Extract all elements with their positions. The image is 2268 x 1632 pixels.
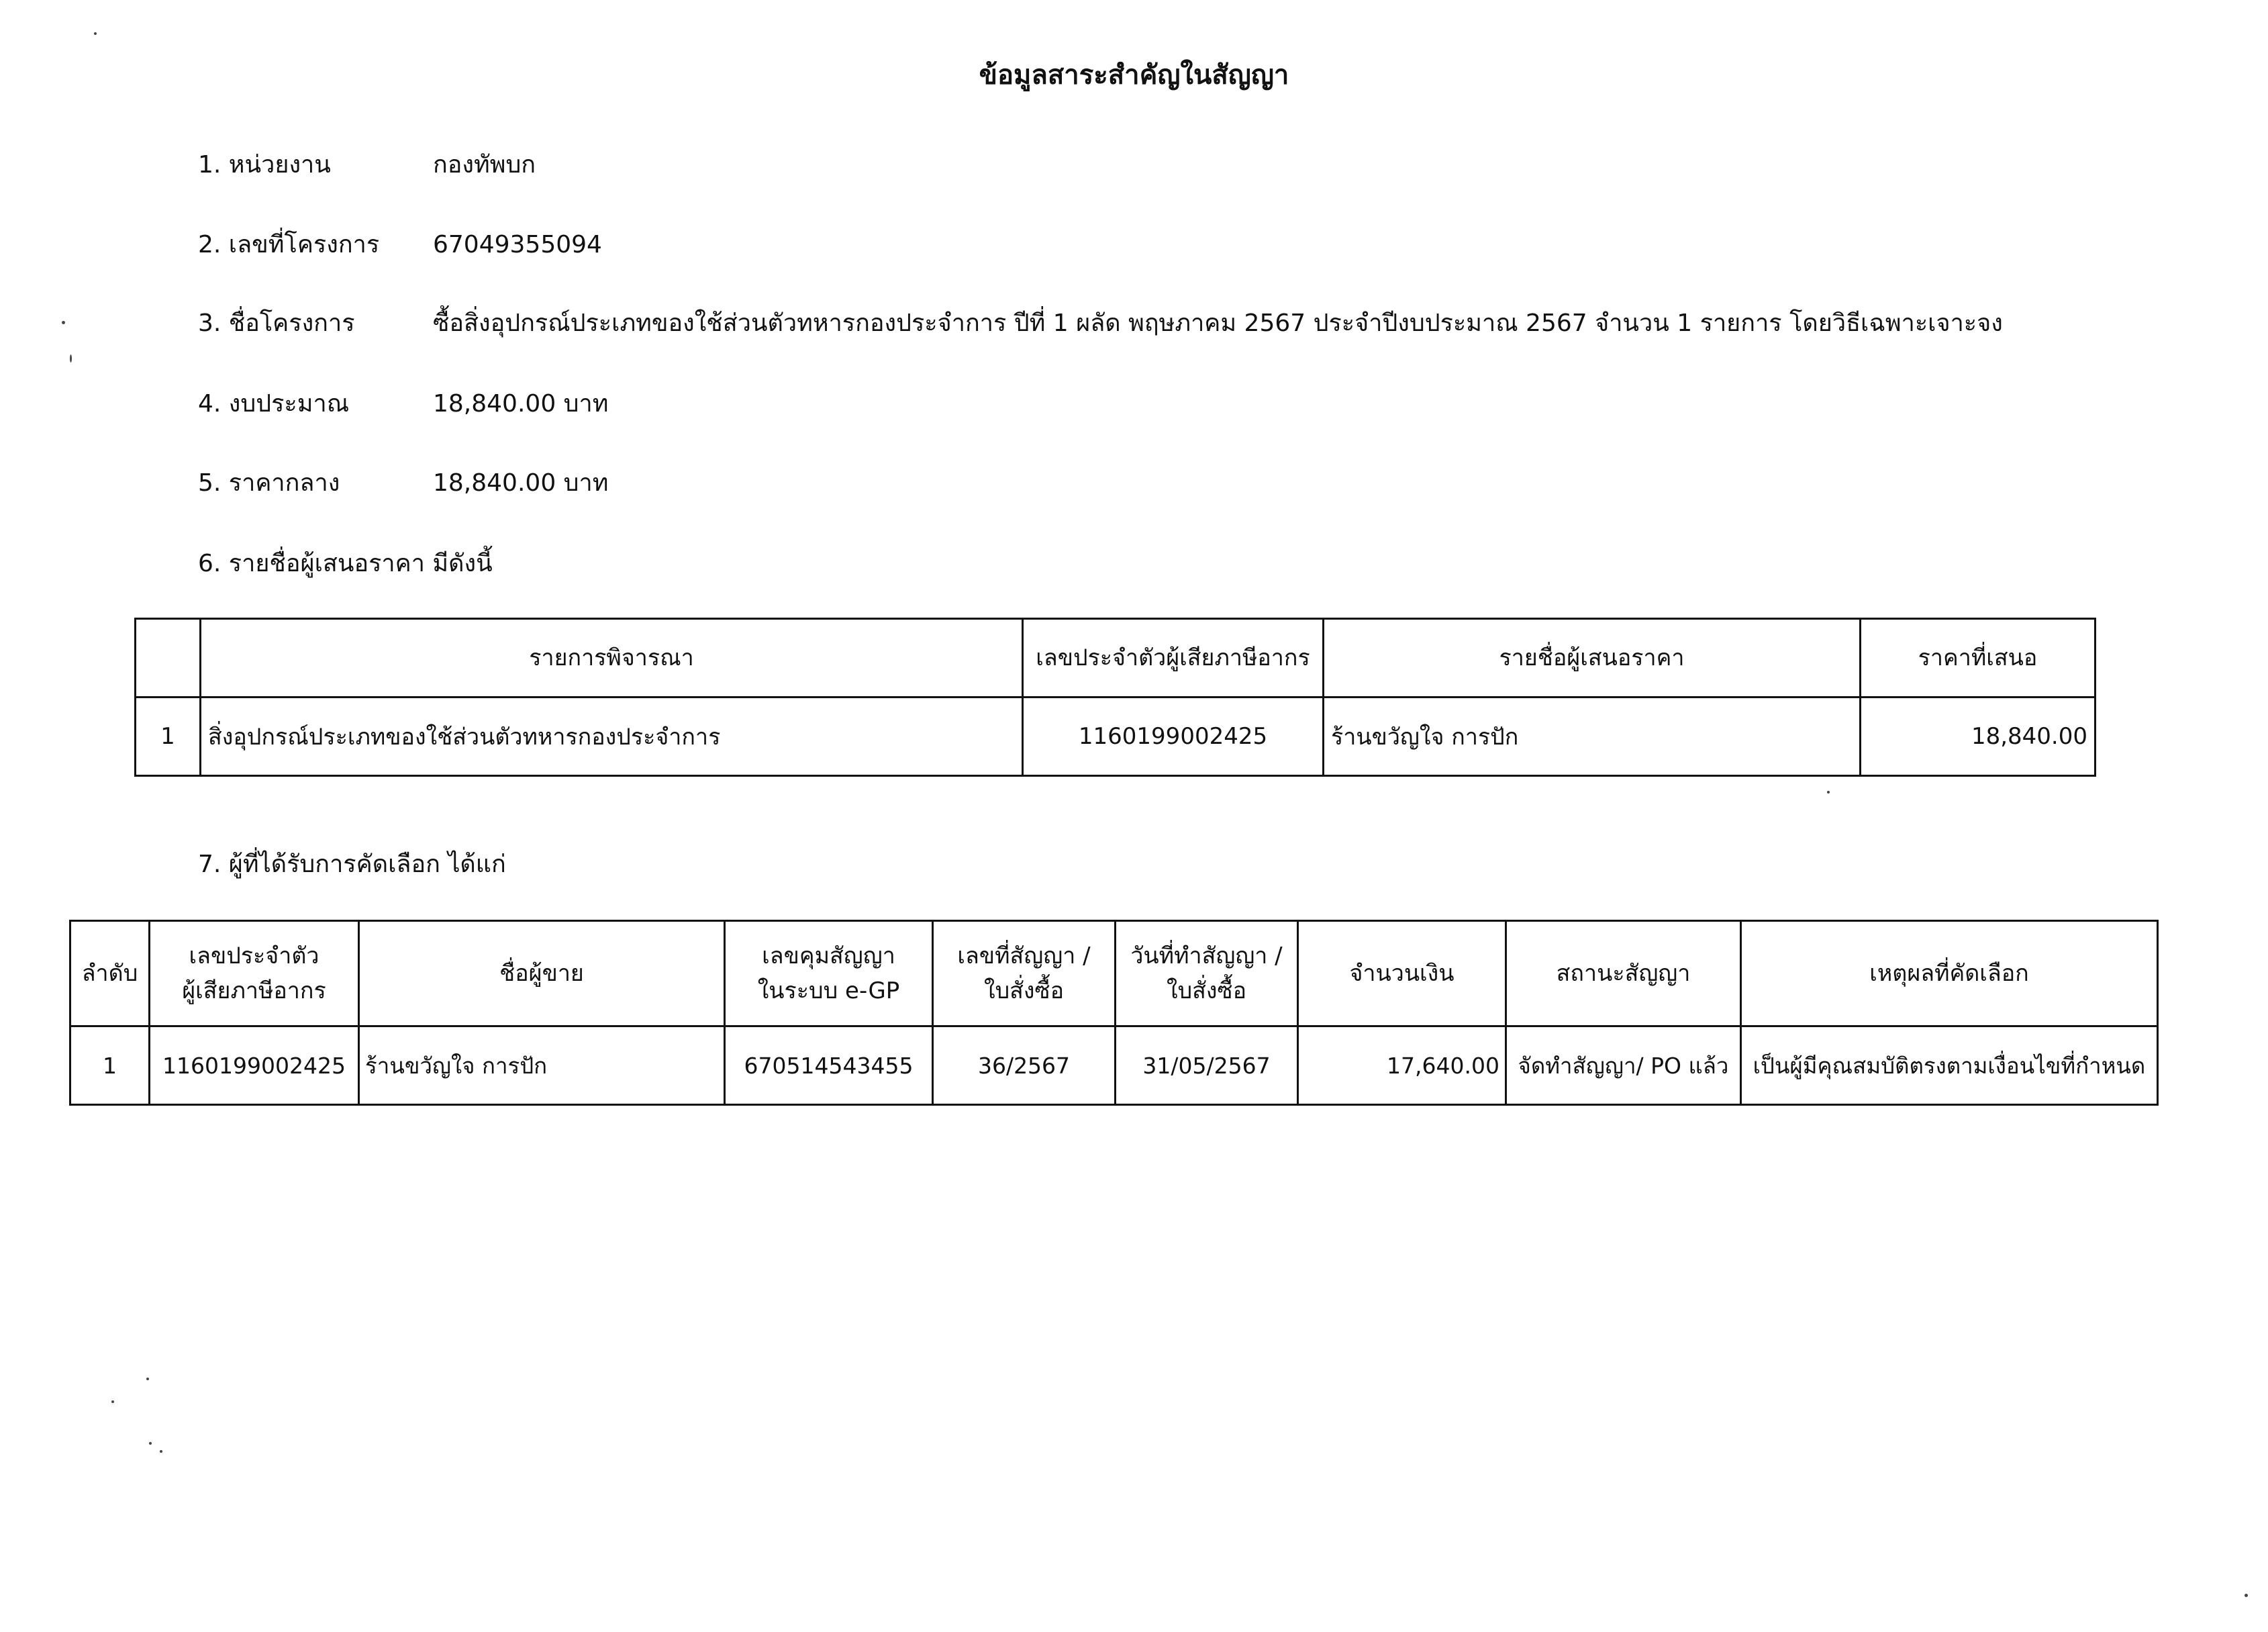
selected-vendor-table [69, 920, 2159, 1106]
field-value: 18,840.00 บาท [433, 469, 609, 497]
table-cell: 1 [136, 698, 201, 776]
header-line: ในระบบ e-GP [757, 977, 900, 1004]
column-header [1506, 921, 1741, 1026]
header-line: เลขประจำตัว [189, 943, 319, 969]
field-value: 67049355094 [433, 231, 602, 258]
field-label: 5. ราคากลาง [198, 469, 340, 497]
table-cell: สิ่งอุปกรณ์ประเภทของใช้ส่วนตัวทหารกองประจำการ [201, 698, 1023, 776]
column-header [1298, 921, 1506, 1026]
section-7-label: 7. ผู้ที่ได้รับการคัดเลือก ได้แก่ [198, 851, 506, 878]
table-cell: จัดทำสัญญา/ PO แล้ว [1506, 1026, 1741, 1105]
header-line: จำนวนเงิน [1349, 960, 1455, 987]
scan-speck [160, 1450, 162, 1453]
table-row [136, 698, 2096, 776]
header-line: ใบสั่งซื้อ [1166, 977, 1247, 1004]
header-line: ชื่อผู้ขาย [499, 960, 584, 987]
header-line: ผู้เสียภาษีอากร [182, 977, 326, 1004]
field-label: 4. งบประมาณ [198, 390, 350, 418]
table-cell: 17,640.00 [1298, 1026, 1506, 1105]
table-cell: 1160199002425 [150, 1026, 359, 1105]
section-6-label: 6. รายชื่อผู้เสนอราคา มีดังนี้ [198, 550, 493, 577]
column-header: รายชื่อผู้เสนอราคา [1324, 619, 1861, 698]
table-header-row [136, 619, 2096, 698]
document-title: ข้อมูลสาระสำคัญในสัญญา [979, 60, 1289, 91]
field-label: 1. หน่วยงาน [198, 151, 331, 179]
table-cell: เป็นผู้มีคุณสมบัติตรงตามเงื่อนไขที่กำหนด [1741, 1026, 2158, 1105]
scan-speck [94, 32, 97, 35]
scan-speck [111, 1400, 114, 1403]
scan-speck [149, 1442, 152, 1445]
field-value: กองทัพบก [433, 151, 536, 179]
field-label: 3. ชื่อโครงการ [198, 309, 355, 337]
table-cell: 670514543455 [725, 1026, 933, 1105]
field-label: 2. เลขที่โครงการ [198, 231, 380, 258]
header-line: ลำดับ [81, 960, 138, 987]
table-row [70, 1026, 2158, 1105]
table-cell: 36/2567 [933, 1026, 1116, 1105]
column-header: เลขประจำตัวผู้เสียภาษีอากร [1023, 619, 1324, 698]
column-header: รายการพิจารณา [201, 619, 1023, 698]
table-cell: 1 [70, 1026, 150, 1105]
scan-speck [62, 321, 65, 324]
column-header [70, 921, 150, 1026]
table-cell: 18,840.00 [1861, 698, 2096, 776]
bidders-table [134, 618, 2096, 777]
table-cell: 1160199002425 [1023, 698, 1324, 776]
header-line: วันที่ทำสัญญา / [1130, 943, 1283, 969]
field-value: 18,840.00 บาท [433, 390, 609, 418]
column-header [1116, 921, 1298, 1026]
scan-speck [70, 354, 72, 363]
header-line: สถานะสัญญา [1556, 960, 1691, 987]
table-header-row [70, 921, 2158, 1026]
scan-speck [1827, 791, 1830, 794]
table-cell: ร้านขวัญใจ การปัก [359, 1026, 725, 1105]
column-header [150, 921, 359, 1026]
column-header [725, 921, 933, 1026]
table-cell: ร้านขวัญใจ การปัก [1324, 698, 1861, 776]
header-line: เลขที่สัญญา / [957, 943, 1091, 969]
column-header [136, 619, 201, 698]
scan-speck [2245, 1594, 2248, 1597]
header-line: ใบสั่งซื้อ [983, 977, 1065, 1004]
header-line: เลขคุมสัญญา [762, 943, 895, 969]
column-header [1741, 921, 2158, 1026]
column-header: ราคาที่เสนอ [1861, 619, 2096, 698]
column-header [933, 921, 1116, 1026]
table-cell: 31/05/2567 [1116, 1026, 1298, 1105]
field-value: ซื้อสิ่งอุปกรณ์ประเภทของใช้ส่วนตัวทหารกองประจำการ ปีที่ 1 ผลัด พฤษภาคม 2567 ประจำปีงบประมาณ 2567 จำนวน 1 รายการ โดยวิธีเฉพาะเจาะจง [433, 309, 2003, 337]
column-header [359, 921, 725, 1026]
header-line: เหตุผลที่คัดเลือก [1869, 960, 2029, 987]
scan-speck [146, 1378, 149, 1380]
